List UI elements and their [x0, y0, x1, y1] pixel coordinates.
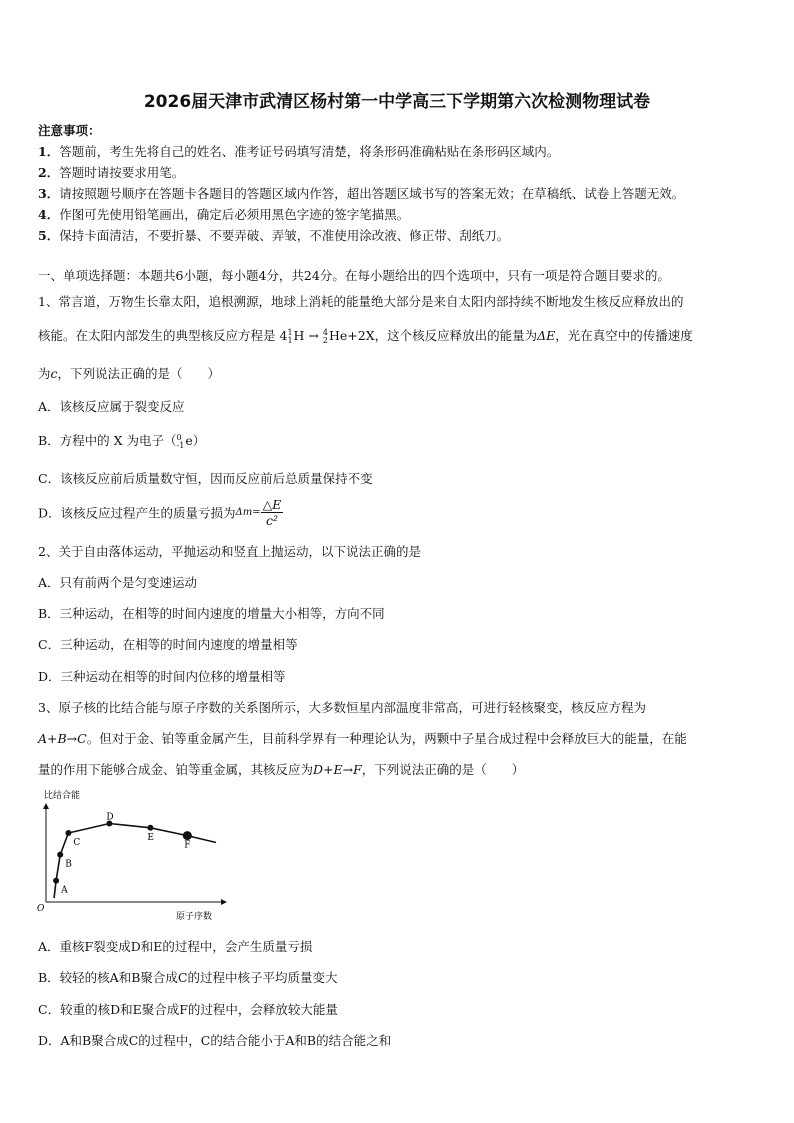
hydrogen-nucleus: 1 1: [287, 327, 293, 345]
point-label-c: C: [73, 838, 81, 848]
binding-energy-curve: [54, 824, 216, 899]
point-f: [183, 831, 192, 840]
point-label-b: B: [65, 859, 72, 870]
electron-symbol: 0 -1: [176, 432, 185, 450]
notice-item: 5．保持卡面清洁，不要折暴、不要弄破、弄皱，不准使用涂改液、修正带、刮纸刀。: [38, 228, 510, 243]
notice-heading: 注意事项：: [38, 123, 101, 138]
q2-option-a: A．只有前两个是匀变速运动: [38, 575, 198, 590]
q1-stem-line1: 1、常言道，万物生长靠太阳，追根溯源，地球上消耗的能量绝大部分是来自太阳内部持续不断地发生核反应释放出的: [38, 294, 684, 309]
point-label-e: E: [147, 832, 154, 843]
q2-option-c: C．三种运动，在相等的时间内速度的增量相等: [38, 637, 298, 652]
q3-option-d: D．A和B聚合成C的过程中，C的结合能小于A和B的结合能之和: [38, 1033, 392, 1048]
q1-stem-line2: 核能。在太阳内部发生的典型核反应方程是 4 1 1 H → 4 2 He+2X，这个核反应释放出的能量为ΔE，光在真空中的传播速度: [38, 327, 693, 345]
section-heading: 一、单项选择题：本题共6小题，每小题4分，共24分。在每小题给出的四个选项中，只有一项是符合题目要求的。: [38, 268, 670, 283]
point-b: [57, 852, 63, 858]
q1-option-b: B．方程中的 X 为电子（ 0 -1 e）: [38, 432, 206, 450]
y-axis-label: 比结合能: [44, 791, 81, 801]
point-label-d: D: [106, 812, 114, 823]
q2-stem: 2、关于自由落体运动，平抛运动和竖直上抛运动，以下说法正确的是: [38, 544, 421, 559]
point-label-f: F: [184, 840, 191, 851]
origin-label: O: [37, 904, 45, 914]
notice-item: 1．答题前，考生先将自己的姓名、准考证号码填写清楚，将条形码准确粘贴在条形码区域内。: [38, 144, 560, 159]
mass-defect-fraction: $\frac{\triangle E}{\text{c²}}$: [262, 497, 282, 528]
point-e: [147, 825, 153, 831]
q3-option-c: C．较重的核D和E聚合成F的过程中，会释放较大能量: [38, 1002, 338, 1017]
x-axis-label: 原子序数: [176, 912, 213, 922]
q1-option-d: D．该核反应过程产生的质量亏损为Δm= $\frac{\triangle E}{\text{c²}}$: [38, 497, 282, 528]
q1-option-a: A．该核反应属于裂变反应: [38, 399, 185, 414]
binding-energy-chart: [34, 786, 234, 926]
notice-item: 2．答题时请按要求用笔。: [38, 165, 185, 180]
point-label-a: A: [61, 885, 68, 896]
q1-option-c: C．该核反应前后质量数守恒，因而反应前后总质量保持不变: [38, 471, 373, 486]
q3-stem-line1: 3、原子核的比结合能与原子序数的关系图所示，大多数恒星内部温度非常高，可进行轻核聚变，核反应方程为: [38, 700, 646, 715]
notice-item: 3．请按照题号顺序在答题卡各题目的答题区域内作答，超出答题区域书写的答案无效；在草稿纸、试卷上答题无效。: [38, 186, 685, 201]
q2-option-d: D．三种运动在相等的时间内位移的增量相等: [38, 669, 286, 684]
point-c: [65, 830, 71, 836]
q3-stem-line2: A+B→C。但对于金、铂等重金属产生，目前科学界有一种理论认为，两颗中子星合成过程中会释放巨大的能量，在能: [38, 731, 687, 746]
page-title: 2026届天津市武清区杨村第一中学高三下学期第六次检测物理试卷: [143, 92, 651, 112]
q3-stem-line3: 量的作用下能够合成金、铂等重金属，其核反应为D+E→F，下列说法正确的是（ ）: [38, 762, 525, 777]
point-a: [53, 878, 59, 884]
q1-stem-line3: 为c，下列说法正确的是（ ）: [38, 366, 221, 381]
q2-option-b: B．三种运动，在相等的时间内速度的增量大小相等，方向不同: [38, 606, 385, 621]
helium-nucleus: 4 2: [322, 327, 328, 345]
q3-option-a: A．重核F裂变成D和E的过程中，会产生质量亏损: [38, 939, 313, 954]
notice-item: 4．作图可先使用铅笔画出，确定后必须用黑色字迹的签字笔描黑。: [38, 207, 410, 222]
q3-option-b: B．较轻的核A和B聚合成C的过程中核子平均质量变大: [38, 970, 338, 985]
